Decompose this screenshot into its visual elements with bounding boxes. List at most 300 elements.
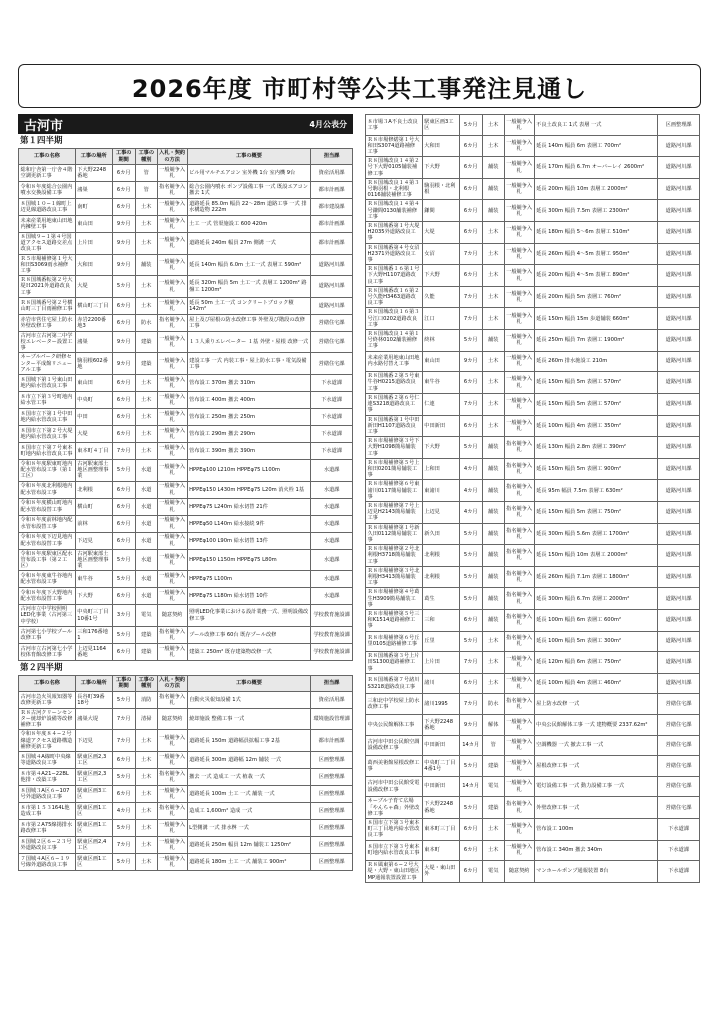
table-row	[19, 314, 353, 331]
work-type: 水道	[135, 571, 157, 588]
work-location: 中央町三丁目10番1号	[75, 605, 112, 627]
department: 水道課	[311, 460, 353, 482]
contract-method: 指名競争入札	[504, 523, 534, 545]
table-row	[19, 752, 353, 769]
department: 営繕住宅課	[658, 797, 700, 819]
work-period: 6カ月	[459, 265, 482, 287]
work-summary: HPPEφ150 L430m HPPEφ75 L20m 消火栓 1基	[187, 481, 311, 498]
work-location: 上辺見1164番地	[75, 643, 112, 660]
work-name: 令和８年度横山町地内配水管布設替工事	[19, 498, 76, 515]
contract-method: 指名競争入札	[504, 609, 534, 631]
region-month: 4月公表分	[309, 119, 347, 129]
table-row	[19, 498, 353, 515]
table-row	[19, 182, 353, 199]
work-summary: 道路延長 240m 幅員 27m 側溝 一式	[187, 233, 311, 255]
work-summary: 管布設工 340m 撤去 340m	[534, 840, 658, 861]
work-location: 下大野	[422, 437, 459, 459]
work-name: Ｒ８国城改良１６第３号江口0202道路改良工事	[366, 308, 423, 330]
work-summary: 照明LED化事業における設計業務一式、照明設備改修工事	[187, 605, 311, 627]
header-work-type: 工事の種別	[135, 675, 157, 691]
work-type: 土木	[482, 840, 504, 861]
department: 区画整理課	[311, 769, 353, 786]
contract-method: 指名競争入札	[504, 437, 534, 459]
table-row	[366, 545, 700, 567]
work-summary: 延長 150m 幅員 10m 表層工 2000m²	[534, 545, 658, 567]
work-period: 7カ月	[459, 243, 482, 265]
work-location: 駅東区画3工区	[422, 115, 459, 136]
work-type: 清掃	[135, 708, 157, 730]
work-summary: 管布設工 390m 撤去 390m	[187, 443, 311, 460]
work-name: Ｒ８国城番第３号上片田S1300道路補修工事	[366, 652, 423, 674]
table-row	[19, 571, 353, 588]
work-location: 下辺見	[75, 730, 112, 752]
department: 下水道課	[311, 409, 353, 426]
work-summary: 延長 300m 幅員 6.7m 表層工 2000m²	[534, 588, 658, 610]
work-type: 舗装	[482, 200, 504, 222]
work-location: 大和田	[422, 135, 459, 157]
work-type: 管	[482, 735, 504, 756]
work-period: 7カ月	[459, 652, 482, 674]
work-name: Ｒ８国城番２第５号東牛谷H0215道路改良工事	[366, 372, 423, 394]
work-type: 土木	[482, 393, 504, 415]
department: 水道課	[311, 498, 353, 515]
work-location: 久能	[422, 286, 459, 308]
work-summary: 延長 200m 幅員 10m 表層工 2000m²	[534, 178, 658, 200]
work-summary: HPPEφ75 L100m	[187, 571, 311, 588]
work-summary: 管布設工 250m 撤去 250m	[187, 409, 311, 426]
contract-method: 指名競争入札	[504, 545, 534, 567]
work-name: Ｒ８国城番改１６第２号久能H3463道路改良工事	[366, 286, 423, 308]
work-name: 古河市立古河第七小学校体育館改修工事	[19, 643, 76, 660]
work-name: Ｒ８市場補修第５号上和田0201簡易舗装工事	[366, 458, 423, 480]
department: 道路河川課	[658, 222, 700, 244]
department: 道路河川課	[658, 609, 700, 631]
work-period: 5カ月	[459, 330, 482, 352]
right-column	[365, 114, 700, 883]
work-period: 5カ月	[112, 769, 135, 786]
work-period: 7カ月	[112, 708, 135, 730]
work-period: 6カ月	[112, 165, 135, 182]
table-row	[19, 708, 353, 730]
table-row	[19, 216, 353, 233]
department: 環境施設管理課	[311, 708, 353, 730]
department: 道路河川課	[658, 501, 700, 523]
work-location: 女沼	[422, 243, 459, 265]
work-type: 建築	[135, 353, 157, 375]
works-table-q1	[18, 148, 353, 661]
work-name: Ｒ８国城改良１４第２号下大野0105舗装補修工事	[366, 157, 423, 179]
work-type: 土木	[135, 375, 157, 392]
contract-method: 一般競争入札	[157, 233, 187, 255]
contract-method: 一般競争入札	[504, 157, 534, 179]
table-row	[366, 372, 700, 394]
work-location: 三和	[422, 609, 459, 631]
department: 水道課	[311, 481, 353, 498]
table-row	[366, 135, 700, 157]
work-name: Ｒ８市場補修第６号丘里0105道路補修工事	[366, 631, 423, 652]
department: 道路河川課	[658, 308, 700, 330]
work-period: 6カ月	[459, 609, 482, 631]
department: 道路河川課	[311, 254, 353, 276]
page-title: 2026年度 市町村等公共工事発注見通し	[18, 64, 701, 108]
table-row	[366, 200, 700, 222]
department: 道路河川課	[311, 297, 353, 314]
work-summary: 道路延長 85.0m 幅員 22〜28m 道路工事 一式 排水構造物 222m	[187, 199, 311, 216]
work-location: 鴻巣大堤	[75, 708, 112, 730]
work-name: ８国城２区６−２３号外道路改良工事	[19, 837, 76, 854]
table-row	[19, 199, 353, 216]
department: 営繕住宅課	[658, 735, 700, 756]
department: 道路河川課	[658, 480, 700, 502]
table-row	[366, 818, 700, 840]
work-type: 土木	[135, 443, 157, 460]
work-location: 大和田	[75, 254, 112, 276]
work-type: 水道	[135, 588, 157, 605]
work-location: 中田新田	[422, 415, 459, 437]
work-name: ８国市立下第３号東本町地内給水管改良工事	[366, 840, 423, 861]
contract-method: 一般競争入札	[504, 735, 534, 756]
work-type: 土木	[135, 409, 157, 426]
department: 道路河川課	[658, 652, 700, 674]
department: 道路河川課	[658, 351, 700, 372]
table-row	[366, 157, 700, 179]
work-name: Ｒ８国城番１６第１号下大野H1107道路改良工事	[366, 265, 423, 287]
work-location: 長谷町39番18号	[75, 691, 112, 708]
work-name: 令和８年度前林地内配水管布設替工事	[19, 515, 76, 532]
work-period: 6カ月	[112, 426, 135, 443]
work-location: 東山田	[422, 351, 459, 372]
work-name: ８国市立下第７号東本町地内給水管改良工事	[19, 443, 76, 460]
work-type: 土木	[482, 818, 504, 840]
work-summary: 延長 100m 幅員 4m 表層工 460m²	[534, 673, 658, 694]
work-type: 土木	[482, 415, 504, 437]
table-row	[19, 769, 353, 786]
header-row	[19, 149, 353, 165]
work-type: 土木	[135, 769, 157, 786]
table-body-right	[366, 115, 700, 883]
contract-method: 一般競争入札	[504, 393, 534, 415]
table-row	[19, 854, 353, 871]
work-location: 駒羽根・北利根	[422, 178, 459, 200]
department: 営繕住宅課	[311, 353, 353, 375]
work-type: 土木	[482, 243, 504, 265]
work-summary: 延長 260m 幅員 4〜5m 表層工 950m²	[534, 243, 658, 265]
department: 営繕住宅課	[311, 314, 353, 331]
work-period: 6カ月	[112, 643, 135, 660]
work-name: Ｒ８国城番第１号中田新田H1107道路改良工事	[366, 415, 423, 437]
work-period: 5カ月	[459, 631, 482, 652]
work-location: 北利根	[422, 545, 459, 567]
contract-method: 指名競争入札	[157, 314, 187, 331]
work-type: 土木	[135, 803, 157, 820]
work-summary: 中央公民館解体工事 一式 建物概要 2337.62m²	[534, 714, 658, 735]
work-name: ８国城１０−１線町上辺見線道路改良工事	[19, 199, 76, 216]
contract-method: 一般競争入札	[157, 571, 187, 588]
work-summary: HPPEφ100 L90m 給水切替 13件	[187, 532, 311, 549]
work-name: Ｒ８国城改良１４第３号駒羽根・北利根0116舗装補修工事	[366, 178, 423, 200]
contract-method: 指名競争入札	[504, 588, 534, 610]
work-type: 舗装	[482, 566, 504, 588]
work-location: 中央町二丁目4番1号	[422, 756, 459, 777]
work-summary: 延長 150m 幅員 5m 表層工 750m²	[534, 501, 658, 523]
work-type: 土木	[135, 233, 157, 255]
work-name: Ｒ８市場補修第６号東諸川0117簡易舗装工事	[366, 480, 423, 502]
table-row	[19, 233, 353, 255]
department: 道路河川課	[658, 243, 700, 265]
work-summary: 延長 300m 幅員 7.5m 表層工 2300m²	[534, 200, 658, 222]
work-name: Ｒ８市場修繕第１号大和田S3074道路補修工事	[366, 135, 423, 157]
work-type: 土木	[482, 351, 504, 372]
table-row	[19, 276, 353, 298]
work-location: 古河駅東部土地区画整理事業	[75, 549, 112, 571]
work-name: ８国市立下第１号中田地内給水管改良工事	[19, 409, 76, 426]
work-location: 上片田	[75, 233, 112, 255]
work-summary: 道路延長 180m 土工 一式 舗装工 900m²	[187, 854, 311, 871]
work-type: 土木	[135, 837, 157, 854]
work-type: 水道	[135, 549, 157, 571]
work-location: 東本町	[422, 840, 459, 861]
work-name: ８市第４A21−22BL他排・改築工事	[19, 769, 76, 786]
table-row	[366, 756, 700, 777]
work-summary: 道路延長 100m 土工 一式 舗装 一式	[187, 786, 311, 803]
work-name: Ｒ８市場補修第１号新久田0112簡易舗装工事	[366, 523, 423, 545]
table-row	[19, 820, 353, 837]
work-type: 水道	[135, 460, 157, 482]
table-row	[19, 691, 353, 708]
contract-method: 一般競争入札	[504, 178, 534, 200]
work-name: 中央公民館解体工事	[366, 714, 423, 735]
work-name: ８国城下第１号東山田地内給水管改良工事	[19, 375, 76, 392]
work-period: 9カ月	[459, 351, 482, 372]
table-row	[19, 375, 353, 392]
department: 営繕住宅課	[658, 714, 700, 735]
department: 区画整理課	[311, 803, 353, 820]
work-type: 舗装	[482, 458, 504, 480]
table-body-q2	[19, 691, 353, 870]
work-summary: 総合公園内噴水 ポンプ設備工事 一式 既設エアコン撤去 1式	[187, 182, 311, 199]
department: 下水道課	[311, 426, 353, 443]
work-location: 丘里	[422, 631, 459, 652]
table-row	[366, 415, 700, 437]
department: 営繕住宅課	[658, 776, 700, 797]
work-name: Ｒ８市場補修第３号北利根H3413簡易舗装工事	[366, 566, 423, 588]
work-period: 3カ月	[112, 605, 135, 627]
work-summary: 建設工事 一式 内装工事・屋上防水工事・電気設備工事	[187, 353, 311, 375]
work-period: 4カ月	[459, 480, 482, 502]
department: 学校教育施設課	[311, 605, 353, 627]
contract-method: 一般競争入札	[504, 776, 534, 797]
work-location: 北利根	[75, 481, 112, 498]
department: 道路河川課	[658, 330, 700, 352]
table-row	[366, 840, 700, 861]
work-period: 7カ月	[459, 694, 482, 715]
work-period: 6カ月	[459, 135, 482, 157]
contract-method: 一般競争入札	[157, 353, 187, 375]
table-row	[366, 673, 700, 694]
work-type: 土木	[135, 297, 157, 314]
work-name: ８国城３A区６−107号外道路改良工事	[19, 786, 76, 803]
work-period: 6カ月	[112, 392, 135, 409]
table-row	[19, 353, 353, 375]
period-q1-label: 第１四半期	[20, 136, 63, 146]
work-type: 防水	[135, 314, 157, 331]
work-location: 大堤・東山田外	[422, 861, 459, 883]
work-summary: マンホールポンプ通報装置 8台	[534, 861, 658, 883]
table-row	[366, 458, 700, 480]
work-summary: 延長 150m 幅員 5m 表層工 570m²	[534, 393, 658, 415]
work-type: 土木	[135, 199, 157, 216]
work-period: 4カ月	[112, 803, 135, 820]
contract-method: 一般競争入札	[504, 415, 534, 437]
work-summary: 延長 150m 幅員 5m 表層工 570m²	[534, 372, 658, 394]
contract-method: 一般競争入札	[504, 673, 534, 694]
work-summary: 焼却施設 整備工事 一式	[187, 708, 311, 730]
work-type: 土木	[135, 752, 157, 769]
works-table-q2	[18, 675, 353, 871]
work-period: 5カ月	[112, 549, 135, 571]
work-period: 5カ月	[112, 460, 135, 482]
work-location: 大堤	[75, 426, 112, 443]
work-location: 赤岩2200番地3	[75, 314, 112, 331]
work-period: 6カ月	[459, 200, 482, 222]
work-period: 7カ月	[112, 730, 135, 752]
department: 道路河川課	[658, 265, 700, 287]
work-summary: 屋上及び屋根の防水改修工事 外壁及び階段の改修工事	[187, 314, 311, 331]
work-type: 土木	[482, 265, 504, 287]
work-period: 6カ月	[112, 515, 135, 532]
work-summary: 管布設工 100m	[534, 818, 658, 840]
work-period: 6カ月	[112, 588, 135, 605]
work-type: 舗装	[482, 330, 504, 352]
department: 都市計画課	[311, 233, 353, 255]
work-summary: 延長 140m 幅員 6.0m 土工一式 表層工 590m²	[187, 254, 311, 276]
department: 道路河川課	[658, 157, 700, 179]
department: 区画整理課	[658, 115, 700, 136]
work-summary: 土工 一式 管渠施設工 600 420m	[187, 216, 311, 233]
work-location: 鎌間	[422, 200, 459, 222]
contract-method: 一般競争入札	[504, 351, 534, 372]
work-summary: HPPEφ50 L140m 給水接続 9件	[187, 515, 311, 532]
department: 道路河川課	[658, 415, 700, 437]
table-row	[366, 735, 700, 756]
work-summary: 電灯設備工事 一式 動力設備工事 一式	[534, 776, 658, 797]
contract-method: 指名競争入札	[504, 797, 534, 819]
contract-method: 指名競争入札	[157, 182, 187, 199]
header-work-location: 工事の場所	[75, 675, 112, 691]
work-name: Ｒ８国城番号第２号横山町三丁目雨補修工事	[19, 297, 76, 314]
work-location: 古河駅東部土地区画整理事業	[75, 460, 112, 482]
work-location: 葛生	[422, 588, 459, 610]
header-work-type: 工事の種別	[135, 149, 157, 165]
work-summary: 空調機器 一式 撤去工事 一式	[534, 735, 658, 756]
work-summary: 延長 260m 排水施設工 210m	[534, 351, 658, 372]
contract-method: 一般競争入札	[504, 756, 534, 777]
work-name: Ｒ８国城番２第６号仁連S3218道路改良工事	[366, 393, 423, 415]
table-row	[366, 286, 700, 308]
table-row	[366, 652, 700, 674]
work-summary: L型側溝 一式 排水桝 一式	[187, 820, 311, 837]
department: 道路河川課	[658, 566, 700, 588]
contract-method: 一般競争入札	[504, 330, 534, 352]
contract-method: 一般競争入札	[157, 199, 187, 216]
work-location: 下大野2248番地	[75, 165, 112, 182]
region-header	[18, 114, 353, 134]
work-location: 三和176番地1	[75, 626, 112, 643]
table-row	[366, 797, 700, 819]
work-type: 建築	[482, 756, 504, 777]
work-type: 土木	[482, 652, 504, 674]
work-location: 大堤	[422, 222, 459, 244]
department: 区画整理課	[311, 854, 353, 871]
contract-method: 一般競争入札	[157, 498, 187, 515]
work-location: 駅東区画3工区	[75, 786, 112, 803]
contract-method: 一般競争入札	[157, 643, 187, 660]
work-summary: 建築工 250m² 既存建築物改修一式	[187, 643, 311, 660]
work-name: Ｒ８国城番第７号諸川S3218道路改良工事	[366, 673, 423, 694]
work-period: 5カ月	[112, 691, 135, 708]
table-row	[19, 331, 353, 353]
department: 水道課	[311, 532, 353, 549]
header-work-name: 工事の名称	[19, 149, 76, 165]
department: 都市建設課	[311, 199, 353, 216]
work-location: 駅東区画1工区	[75, 803, 112, 820]
department: 道路河川課	[658, 372, 700, 394]
contract-method: 一般競争入札	[157, 730, 187, 752]
contract-method: 随意契約	[504, 861, 534, 883]
work-type: 水道	[135, 498, 157, 515]
header-contract-method: 入札・契約の方法	[157, 149, 187, 165]
work-name: Ｒ８風東第６−２号大堤・大野・東山田地区MP通報装置設置工事	[366, 861, 423, 883]
work-location: 東本町三丁目	[422, 818, 459, 840]
department: 営繕住宅課	[658, 756, 700, 777]
work-type: 土木	[135, 730, 157, 752]
work-name: Ｒ８国城番第４号女沼H2371外道路改良工事	[366, 243, 423, 265]
contract-method: 一般競争入札	[157, 165, 187, 182]
work-name: Ｒ８市場補修第４号葛生H3909簡易舗装工事	[366, 588, 423, 610]
work-location: 下辺見	[75, 532, 112, 549]
table-row	[366, 178, 700, 200]
work-summary: HPPEφ100 L210m HPPEφ75 L100m	[187, 460, 311, 482]
work-summary: 道路延長 150m 道路幅員拡幅工事 2基	[187, 730, 311, 752]
table-row	[19, 730, 353, 752]
work-name: 令和８年度駅東町地内配水管布設工事（第１工区）	[19, 460, 76, 482]
work-location: 駅東区画2,3工区	[75, 752, 112, 769]
work-location: 鴻巣	[75, 182, 112, 199]
contract-method: 一般競争入札	[504, 714, 534, 735]
work-name: 古河市立中学校照明LED化事業（古河第三中学校）	[19, 605, 76, 627]
contract-method: 一般競争入札	[157, 216, 187, 233]
work-name: 古河市急火災報知器等改修更新工事	[19, 691, 76, 708]
contract-method: 一般競争入札	[504, 243, 534, 265]
table-row	[19, 165, 353, 182]
table-row	[366, 243, 700, 265]
work-period: 5カ月	[459, 545, 482, 567]
work-period: 7カ月	[459, 286, 482, 308]
work-name: 古河市中田公民館受電設備改修工事	[366, 776, 423, 797]
table-row	[366, 588, 700, 610]
work-type: 土木	[482, 308, 504, 330]
work-name: 三和北中学校屋上防水改修工事	[366, 694, 423, 715]
work-location: 駅東区画1工区	[75, 854, 112, 871]
work-period: 5カ月	[459, 523, 482, 545]
work-summary: 道路延長 250m 幅員 12m 舗装工 1250m²	[187, 837, 311, 854]
contract-method: 随意契約	[157, 605, 187, 627]
work-type: 管	[135, 182, 157, 199]
work-summary: 外壁改修工事 一式	[534, 797, 658, 819]
department: 道路河川課	[658, 588, 700, 610]
work-location: 前林	[75, 515, 112, 532]
work-period: 6カ月	[112, 481, 135, 498]
